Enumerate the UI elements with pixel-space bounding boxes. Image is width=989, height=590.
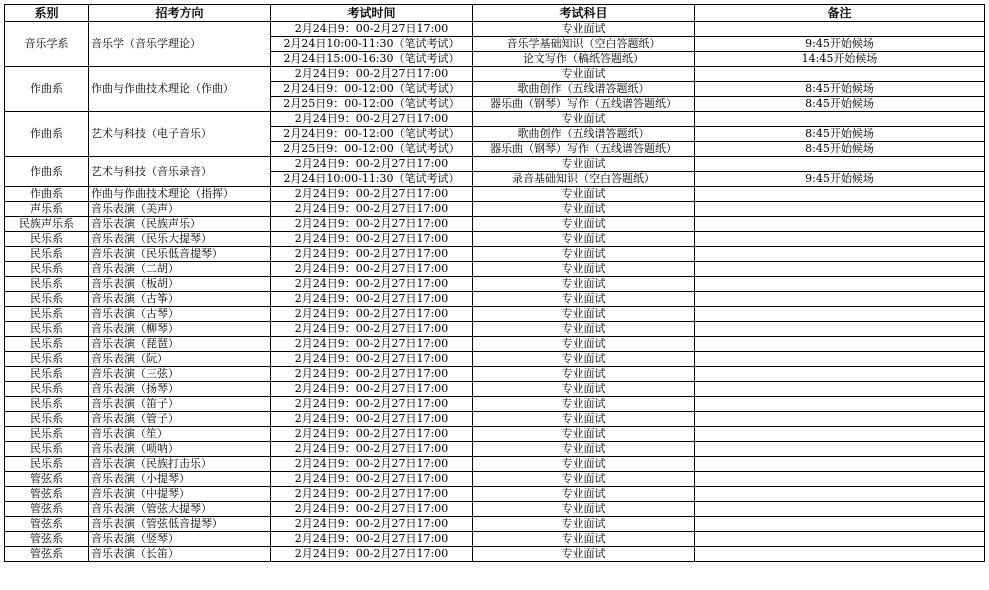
time-cell: 2月24日9：00-12:00（笔试考试） bbox=[271, 127, 473, 142]
note-cell bbox=[695, 367, 985, 382]
note-cell bbox=[695, 187, 985, 202]
table-row bbox=[5, 382, 985, 397]
time-cell: 2月24日9：00-2月27日17:00 bbox=[271, 457, 473, 472]
time-cell: 2月24日9：00-2月27日17:00 bbox=[271, 472, 473, 487]
time-cell: 2月24日9：00-2月27日17:00 bbox=[271, 22, 473, 37]
subject-cell: 专业面试 bbox=[473, 412, 695, 427]
time-cell: 2月24日10:00-11:30（笔试考试） bbox=[271, 172, 473, 187]
direction-cell: 艺术与科技（音乐录音） bbox=[89, 157, 271, 187]
table-row bbox=[5, 277, 985, 292]
time-cell: 2月24日9：00-2月27日17:00 bbox=[271, 217, 473, 232]
subject-cell: 专业面试 bbox=[473, 262, 695, 277]
table-row bbox=[5, 352, 985, 367]
note-cell bbox=[695, 247, 985, 262]
table-row bbox=[5, 112, 985, 127]
note-cell bbox=[695, 337, 985, 352]
subject-cell: 论文写作（稿纸答题纸） bbox=[473, 52, 695, 67]
subject-cell: 器乐曲（钢琴）写作（五线谱答题纸） bbox=[473, 142, 695, 157]
subject-cell: 专业面试 bbox=[473, 292, 695, 307]
table-row bbox=[5, 487, 985, 502]
subject-cell: 专业面试 bbox=[473, 277, 695, 292]
dept-cell: 民乐系 bbox=[5, 397, 89, 412]
dept-cell: 民乐系 bbox=[5, 337, 89, 352]
dept-cell: 民乐系 bbox=[5, 457, 89, 472]
time-cell: 2月24日9：00-2月27日17:00 bbox=[271, 262, 473, 277]
header-dept: 系别 bbox=[5, 5, 89, 22]
direction-cell: 音乐表演（古筝） bbox=[89, 292, 271, 307]
time-cell: 2月24日10:00-11:30（笔试考试） bbox=[271, 37, 473, 52]
subject-cell: 专业面试 bbox=[473, 307, 695, 322]
note-cell bbox=[695, 292, 985, 307]
direction-cell: 音乐表演（唢呐） bbox=[89, 442, 271, 457]
table-row bbox=[5, 397, 985, 412]
dept-cell: 作曲系 bbox=[5, 187, 89, 202]
time-cell: 2月24日9：00-12:00（笔试考试） bbox=[271, 82, 473, 97]
table-row bbox=[5, 337, 985, 352]
note-cell bbox=[695, 382, 985, 397]
dept-cell: 管弦系 bbox=[5, 532, 89, 547]
note-cell bbox=[695, 397, 985, 412]
direction-cell: 音乐表演（民族打击乐） bbox=[89, 457, 271, 472]
direction-cell: 音乐表演（板胡） bbox=[89, 277, 271, 292]
table-row bbox=[5, 202, 985, 217]
note-cell: 8:45开始候场 bbox=[695, 127, 985, 142]
time-cell: 2月24日9：00-2月27日17:00 bbox=[271, 427, 473, 442]
note-cell bbox=[695, 517, 985, 532]
direction-cell: 艺术与科技（电子音乐） bbox=[89, 112, 271, 157]
time-cell: 2月24日9：00-2月27日17:00 bbox=[271, 232, 473, 247]
time-cell: 2月24日9：00-2月27日17:00 bbox=[271, 397, 473, 412]
header-direction: 招考方向 bbox=[89, 5, 271, 22]
subject-cell: 专业面试 bbox=[473, 547, 695, 562]
dept-cell: 作曲系 bbox=[5, 112, 89, 157]
direction-cell: 音乐表演（民乐低音提琴） bbox=[89, 247, 271, 262]
subject-cell: 专业面试 bbox=[473, 157, 695, 172]
dept-cell: 民乐系 bbox=[5, 262, 89, 277]
subject-cell: 音乐学基础知识（空白答题纸） bbox=[473, 37, 695, 52]
time-cell: 2月24日9：00-2月27日17:00 bbox=[271, 307, 473, 322]
header-note: 备注 bbox=[695, 5, 985, 22]
direction-cell: 作曲与作曲技术理论（作曲） bbox=[89, 67, 271, 112]
dept-cell: 民乐系 bbox=[5, 277, 89, 292]
time-cell: 2月24日9：00-2月27日17:00 bbox=[271, 382, 473, 397]
note-cell bbox=[695, 232, 985, 247]
subject-cell: 专业面试 bbox=[473, 367, 695, 382]
table-row bbox=[5, 67, 985, 82]
dept-cell: 民族声乐系 bbox=[5, 217, 89, 232]
dept-cell: 作曲系 bbox=[5, 67, 89, 112]
direction-cell: 音乐表演（管弦低音提琴） bbox=[89, 517, 271, 532]
subject-cell: 专业面试 bbox=[473, 502, 695, 517]
note-cell bbox=[695, 112, 985, 127]
table-row bbox=[5, 322, 985, 337]
table-row bbox=[5, 157, 985, 172]
time-cell: 2月24日9：00-2月27日17:00 bbox=[271, 277, 473, 292]
subject-cell: 专业面试 bbox=[473, 22, 695, 37]
table-row bbox=[5, 262, 985, 277]
note-cell bbox=[695, 457, 985, 472]
dept-cell: 音乐学系 bbox=[5, 22, 89, 67]
header-time: 考试时间 bbox=[271, 5, 473, 22]
time-cell: 2月24日9：00-2月27日17:00 bbox=[271, 337, 473, 352]
subject-cell: 专业面试 bbox=[473, 112, 695, 127]
subject-cell: 专业面试 bbox=[473, 397, 695, 412]
dept-cell: 作曲系 bbox=[5, 157, 89, 187]
subject-cell: 专业面试 bbox=[473, 532, 695, 547]
time-cell: 2月24日9：00-2月27日17:00 bbox=[271, 517, 473, 532]
note-cell bbox=[695, 157, 985, 172]
table-row bbox=[5, 472, 985, 487]
header-subject: 考试科目 bbox=[473, 5, 695, 22]
table-row bbox=[5, 22, 985, 37]
time-cell: 2月24日9：00-2月27日17:00 bbox=[271, 412, 473, 427]
subject-cell: 专业面试 bbox=[473, 247, 695, 262]
table-row bbox=[5, 232, 985, 247]
time-cell: 2月24日9：00-2月27日17:00 bbox=[271, 532, 473, 547]
direction-cell: 音乐表演（民乐大提琴） bbox=[89, 232, 271, 247]
dept-cell: 管弦系 bbox=[5, 502, 89, 517]
dept-cell: 民乐系 bbox=[5, 427, 89, 442]
direction-cell: 作曲与作曲技术理论（指挥） bbox=[89, 187, 271, 202]
note-cell bbox=[695, 307, 985, 322]
table-row bbox=[5, 457, 985, 472]
direction-cell: 音乐表演（二胡） bbox=[89, 262, 271, 277]
dept-cell: 民乐系 bbox=[5, 442, 89, 457]
subject-cell: 专业面试 bbox=[473, 382, 695, 397]
subject-cell: 歌曲创作（五线谱答题纸） bbox=[473, 127, 695, 142]
subject-cell: 专业面试 bbox=[473, 202, 695, 217]
table-row bbox=[5, 517, 985, 532]
note-cell bbox=[695, 22, 985, 37]
time-cell: 2月25日9：00-12:00（笔试考试） bbox=[271, 142, 473, 157]
table-row bbox=[5, 442, 985, 457]
table-row bbox=[5, 187, 985, 202]
direction-cell: 音乐表演（管子） bbox=[89, 412, 271, 427]
direction-cell: 音乐表演（中提琴） bbox=[89, 487, 271, 502]
direction-cell: 音乐表演（扬琴） bbox=[89, 382, 271, 397]
subject-cell: 专业面试 bbox=[473, 517, 695, 532]
note-cell bbox=[695, 352, 985, 367]
subject-cell: 专业面试 bbox=[473, 352, 695, 367]
time-cell: 2月24日9：00-2月27日17:00 bbox=[271, 322, 473, 337]
subject-cell: 专业面试 bbox=[473, 442, 695, 457]
subject-cell: 专业面试 bbox=[473, 487, 695, 502]
dept-cell: 民乐系 bbox=[5, 322, 89, 337]
time-cell: 2月24日9：00-2月27日17:00 bbox=[271, 367, 473, 382]
note-cell bbox=[695, 67, 985, 82]
note-cell bbox=[695, 322, 985, 337]
note-cell bbox=[695, 277, 985, 292]
table-row bbox=[5, 292, 985, 307]
table-row bbox=[5, 247, 985, 262]
dept-cell: 民乐系 bbox=[5, 352, 89, 367]
note-cell: 9:45开始候场 bbox=[695, 37, 985, 52]
header-row bbox=[5, 5, 985, 22]
note-cell bbox=[695, 547, 985, 562]
note-cell bbox=[695, 472, 985, 487]
dept-cell: 民乐系 bbox=[5, 382, 89, 397]
table-row bbox=[5, 412, 985, 427]
dept-cell: 管弦系 bbox=[5, 517, 89, 532]
direction-cell: 音乐表演（古琴） bbox=[89, 307, 271, 322]
note-cell bbox=[695, 427, 985, 442]
dept-cell: 管弦系 bbox=[5, 547, 89, 562]
subject-cell: 专业面试 bbox=[473, 457, 695, 472]
direction-cell: 音乐表演（民族声乐） bbox=[89, 217, 271, 232]
subject-cell: 专业面试 bbox=[473, 322, 695, 337]
direction-cell: 音乐表演（长笛） bbox=[89, 547, 271, 562]
time-cell: 2月24日9：00-2月27日17:00 bbox=[271, 352, 473, 367]
time-cell: 2月24日9：00-2月27日17:00 bbox=[271, 247, 473, 262]
note-cell bbox=[695, 487, 985, 502]
table-body bbox=[5, 22, 985, 562]
note-cell: 14:45开始候场 bbox=[695, 52, 985, 67]
subject-cell: 歌曲创作（五线谱答题纸） bbox=[473, 82, 695, 97]
dept-cell: 管弦系 bbox=[5, 487, 89, 502]
subject-cell: 专业面试 bbox=[473, 427, 695, 442]
time-cell: 2月25日9：00-12:00（笔试考试） bbox=[271, 97, 473, 112]
note-cell bbox=[695, 412, 985, 427]
table-row bbox=[5, 427, 985, 442]
time-cell: 2月24日9：00-2月27日17:00 bbox=[271, 442, 473, 457]
time-cell: 2月24日9：00-2月27日17:00 bbox=[271, 112, 473, 127]
note-cell bbox=[695, 262, 985, 277]
subject-cell: 专业面试 bbox=[473, 337, 695, 352]
time-cell: 2月24日9：00-2月27日17:00 bbox=[271, 157, 473, 172]
dept-cell: 民乐系 bbox=[5, 247, 89, 262]
direction-cell: 音乐表演（小提琴） bbox=[89, 472, 271, 487]
direction-cell: 音乐表演（柳琴） bbox=[89, 322, 271, 337]
exam-schedule-table bbox=[4, 4, 985, 562]
dept-cell: 民乐系 bbox=[5, 232, 89, 247]
table-row bbox=[5, 547, 985, 562]
dept-cell: 管弦系 bbox=[5, 472, 89, 487]
time-cell: 2月24日9：00-2月27日17:00 bbox=[271, 487, 473, 502]
table-row bbox=[5, 502, 985, 517]
note-cell bbox=[695, 532, 985, 547]
time-cell: 2月24日9：00-2月27日17:00 bbox=[271, 292, 473, 307]
dept-cell: 民乐系 bbox=[5, 412, 89, 427]
time-cell: 2月24日9：00-2月27日17:00 bbox=[271, 187, 473, 202]
direction-cell: 音乐学（音乐学理论） bbox=[89, 22, 271, 67]
note-cell bbox=[695, 442, 985, 457]
table-row bbox=[5, 307, 985, 322]
note-cell: 9:45开始候场 bbox=[695, 172, 985, 187]
subject-cell: 录音基础知识（空白答题纸） bbox=[473, 172, 695, 187]
direction-cell: 音乐表演（琵琶） bbox=[89, 337, 271, 352]
direction-cell: 音乐表演（笛子） bbox=[89, 397, 271, 412]
table-row bbox=[5, 367, 985, 382]
subject-cell: 专业面试 bbox=[473, 472, 695, 487]
time-cell: 2月24日9：00-2月27日17:00 bbox=[271, 202, 473, 217]
note-cell: 8:45开始候场 bbox=[695, 142, 985, 157]
direction-cell: 音乐表演（管弦大提琴） bbox=[89, 502, 271, 517]
direction-cell: 音乐表演（竖琴） bbox=[89, 532, 271, 547]
subject-cell: 专业面试 bbox=[473, 217, 695, 232]
direction-cell: 音乐表演（笙） bbox=[89, 427, 271, 442]
subject-cell: 专业面试 bbox=[473, 67, 695, 82]
subject-cell: 专业面试 bbox=[473, 187, 695, 202]
time-cell: 2月24日9：00-2月27日17:00 bbox=[271, 67, 473, 82]
time-cell: 2月24日9：00-2月27日17:00 bbox=[271, 502, 473, 517]
dept-cell: 民乐系 bbox=[5, 292, 89, 307]
direction-cell: 音乐表演（三弦） bbox=[89, 367, 271, 382]
time-cell: 2月24日9：00-2月27日17:00 bbox=[271, 547, 473, 562]
table-row bbox=[5, 532, 985, 547]
note-cell: 8:45开始候场 bbox=[695, 97, 985, 112]
direction-cell: 音乐表演（美声） bbox=[89, 202, 271, 217]
direction-cell: 音乐表演（阮） bbox=[89, 352, 271, 367]
dept-cell: 声乐系 bbox=[5, 202, 89, 217]
time-cell: 2月24日15:00-16:30（笔试考试） bbox=[271, 52, 473, 67]
dept-cell: 民乐系 bbox=[5, 367, 89, 382]
subject-cell: 专业面试 bbox=[473, 232, 695, 247]
subject-cell: 器乐曲（钢琴）写作（五线谱答题纸） bbox=[473, 97, 695, 112]
dept-cell: 民乐系 bbox=[5, 307, 89, 322]
note-cell bbox=[695, 502, 985, 517]
note-cell: 8:45开始候场 bbox=[695, 82, 985, 97]
note-cell bbox=[695, 202, 985, 217]
note-cell bbox=[695, 217, 985, 232]
table-row bbox=[5, 217, 985, 232]
